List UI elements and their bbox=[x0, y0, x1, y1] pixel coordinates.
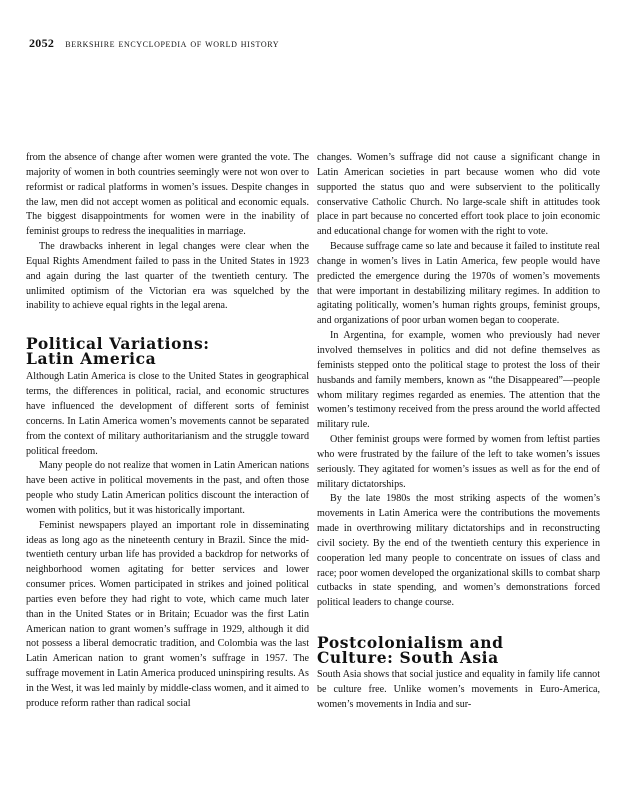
paragraph: By the late 1980s the most striking aspects of the women’s movements in Latin America were the contributions the movements made in overthrowing military dictatorships and in reconstructing civil society. By the end of the twentieth century this experience in cooperation led many people to concentrate on issues of class and race; poor women developed the organizational skills to combat sharp cutbacks in state spending, and women’s demonstrations forced political leaders to change course. bbox=[317, 493, 600, 609]
heading-line: Latin America bbox=[26, 349, 157, 369]
heading-line: Postcolonialism and bbox=[317, 633, 504, 653]
paragraph: Other feminist groups were formed by women from leftist parties who were frustrated by the failure of the left to take women’s issues seriously. They agitated for women’s issues as well as for the end of military dictatorships. bbox=[317, 434, 600, 490]
section-heading-south-asia bbox=[317, 633, 600, 668]
left-column bbox=[26, 151, 309, 712]
section-heading-latin-america bbox=[26, 334, 309, 369]
paragraph: Many people do not realize that women in Latin American nations have been active in political movements in the past, and often those people who study Latin American politics discount the interaction of women with politics, but it was historically important. bbox=[26, 460, 309, 516]
paragraph: Although Latin America is close to the United States in geographical terms, the differences in political, racial, and economic structures have influenced the development of different sorts of feminist concerns. In Latin America women’s movements cannot be separated from the context of military authoritarianism and the struggle toward political freedom. bbox=[26, 371, 309, 457]
right-column bbox=[317, 151, 600, 713]
running-title: berkshire encyclopedia of world history bbox=[65, 38, 280, 50]
paragraph: South Asia shows that social justice and equality in family life cannot be culture free. Unlike women’s movements in Euro-America, women’s movements in India and sur- bbox=[317, 669, 600, 710]
paragraph: In Argentina, for example, women who previously had never involved themselves in politics and did not define themselves as feminists stepped onto the political stage to protest the loss of their husbands and family members, known as “the Disappeared”—people whom military regimes regarded as enemies. The attention that the women’s testimony received from the press around the world affected military rule. bbox=[317, 330, 600, 431]
paragraph: Feminist newspapers played an important role in disseminating ideas as long ago as the nineteenth century in Brazil. Since the mid-twentieth century urban life has provided a backdrop for networks of neighborhood women agitating for better services and lower consumer prices. Women participated in strikes and joined political parties even before they had right to vote, which came much later than in the United States or in Britain; Ecuador was the first Latin American nation to grant women’s suffrage in 1929, although it did not possess a liberal democratic tradition, and Colombia was the last Latin American nation to grant women’s suffrage in 1957. The suffrage movement in Latin America produced uninspiring results. As in the West, it was led mainly by middle-class women, and it aimed to produce reform rather than radical social bbox=[26, 519, 309, 709]
paragraph: Because suffrage came so late and because it failed to institute real change in women’s lives in Latin America, few people would have predicted the emergence during the 1970s of women’s movements that were important in destabilizing military regimes. In addition to agitating politically, women’s human rights groups, feminist groups, and organizations of poor urban women began to cooperate. bbox=[317, 241, 600, 327]
paragraph: The drawbacks inherent in legal changes were clear when the Equal Rights Amendment failed to pass in the United States in 1923 and again during the last quarter of the twentieth century. The unlimited optimism of the Victorian era was squelched by the inability to achieve equal rights in the legal arena. bbox=[26, 241, 309, 312]
page-number: 2052 bbox=[29, 36, 55, 50]
paragraph: from the absence of change after women were granted the vote. The majority of women in both countries seemingly were not won over to reformist or radical platforms in women’s issues. Despite changes in the law, men did not accept women as political and economic equals. The biggest disappointments for women were in the inability of feminist groups to redress the inequalities in marriage. bbox=[26, 152, 309, 238]
heading-line: Political Variations: bbox=[26, 334, 210, 354]
heading-line: Culture: South Asia bbox=[317, 648, 499, 668]
running-head bbox=[29, 36, 279, 51]
paragraph: changes. Women’s suffrage did not cause a significant change in Latin American societies in part because women who did vote supported the status quo and were subservient to the politically conservative Catholic Church. No large-scale shift in attitudes took place in part because no concerted effort took place to join economic and educational change for women with the right to vote. bbox=[317, 152, 600, 238]
